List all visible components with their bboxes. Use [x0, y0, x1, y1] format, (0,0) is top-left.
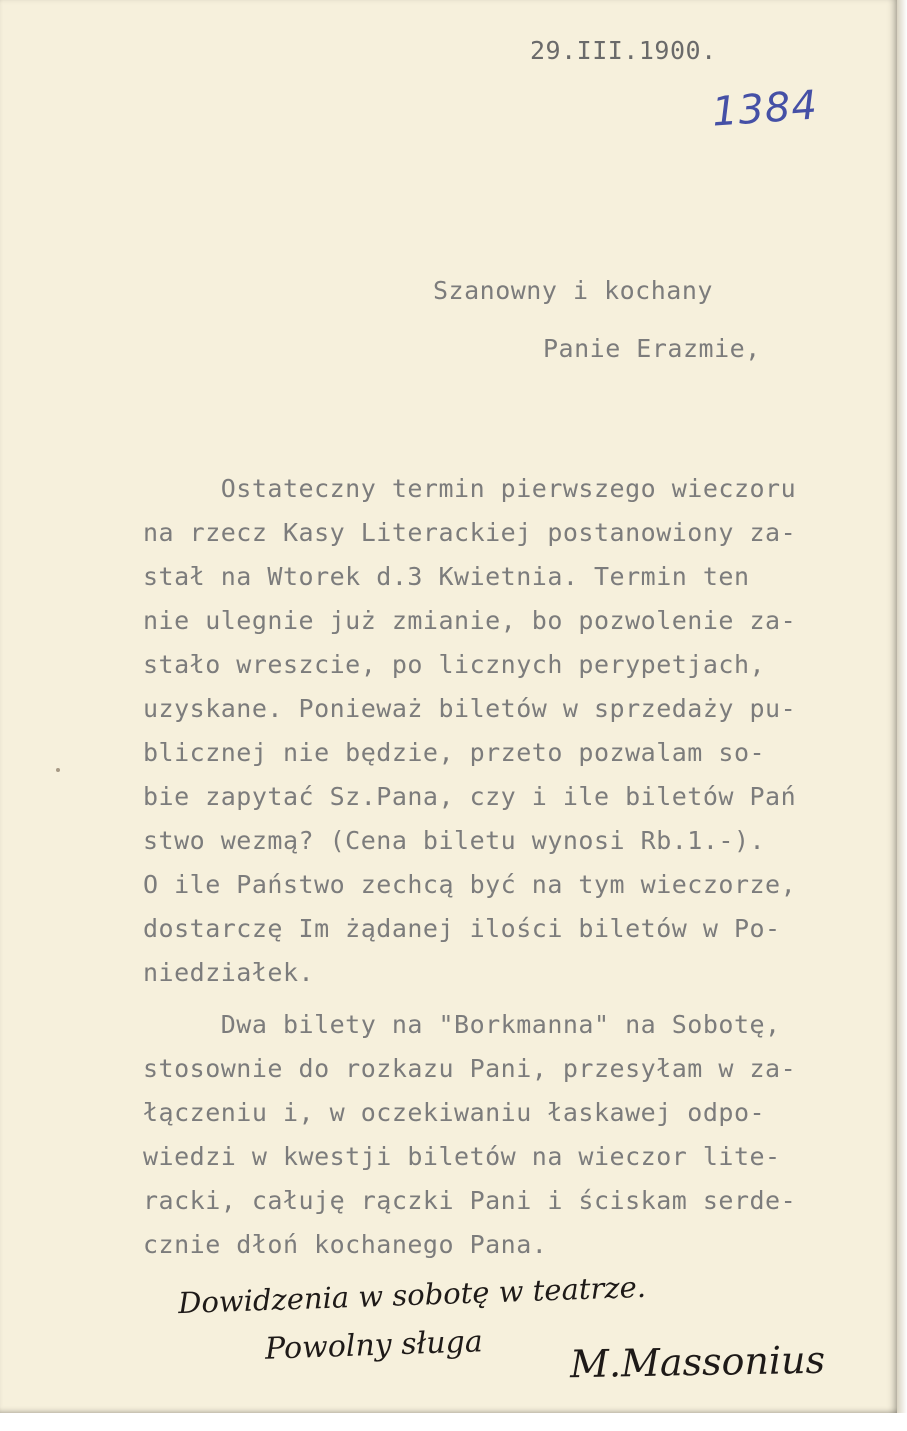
body-line: bie zapytać Sz.Pana, czy i ile biletów Pań — [143, 782, 797, 811]
body-line: dostarczę Im żądanej ilości biletów w Po- — [143, 914, 781, 943]
letter-date: 29.III.1900. — [530, 36, 717, 65]
body-line: nie ulegnie już zmianie, bo pozwolenie za- — [143, 606, 797, 635]
body-line: stało wreszcie, po licznych perypetjach, — [143, 650, 766, 679]
paper-edge-shadow — [897, 0, 907, 1431]
paper-speck — [56, 768, 60, 772]
scan-margin — [0, 1413, 907, 1431]
body-line: stwo wezmą? (Cena biletu wynosi Rb.1.-). — [143, 826, 766, 855]
body-line: racki, całuję rączki Pani i ściskam serde- — [143, 1186, 797, 1215]
salutation-line-2: Panie Erazmie, — [543, 334, 761, 363]
body-line: Ostateczny termin pierwszego wieczoru — [143, 474, 797, 503]
body-line: Dwa bilety na "Borkmanna" na Sobotę, — [143, 1010, 781, 1039]
body-line: łączeniu i, w oczekiwaniu łaskawej odpo- — [143, 1098, 766, 1127]
body-line: cznie dłoń kochanego Pana. — [143, 1230, 548, 1259]
body-line: stał na Wtorek d.3 Kwietnia. Termin ten — [143, 562, 750, 591]
body-line: wiedzi w kwestji biletów na wieczor lite- — [143, 1142, 781, 1171]
archive-number: 1384 — [710, 82, 820, 136]
body-line: O ile Państwo zechcą być na tym wieczorze, — [143, 870, 797, 899]
body-line: blicznej nie będzie, przeto pozwalam so- — [143, 738, 766, 767]
signature: M.Massonius — [569, 1337, 826, 1387]
handwritten-servant-line: Powolny sługa — [264, 1324, 484, 1367]
body-line: uzyskane. Ponieważ biletów w sprzedaży pu- — [143, 694, 797, 723]
body-line: na rzecz Kasy Literackiej postanowiony za- — [143, 518, 797, 547]
body-line: stosownie do rozkazu Pani, przesyłam w za- — [143, 1054, 797, 1083]
body-line: niedziałek. — [143, 958, 315, 987]
handwritten-closing: Dowidzenia w sobotę w teatrze. — [177, 1269, 647, 1321]
salutation-line-1: Szanowny i kochany — [433, 276, 713, 305]
